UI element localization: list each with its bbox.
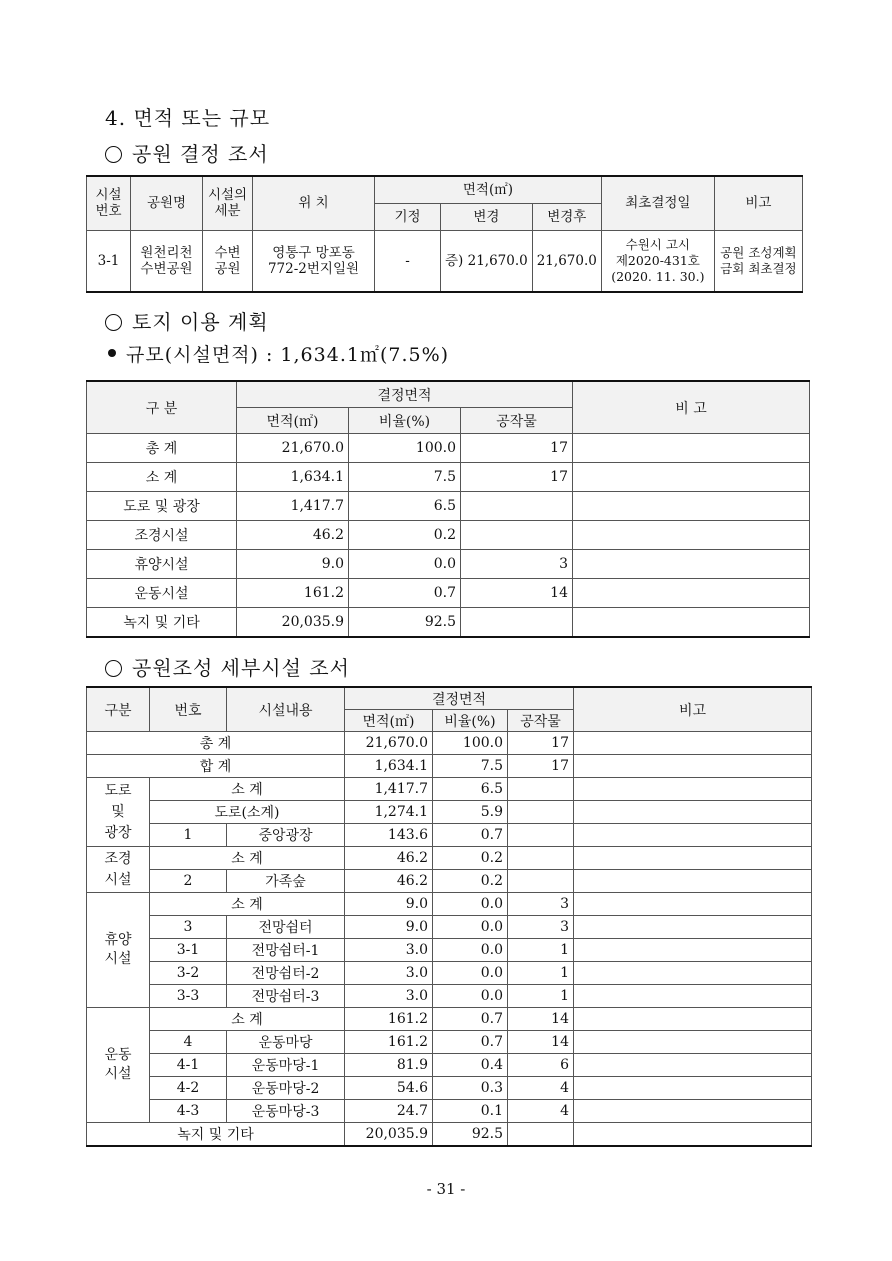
- row-note: [574, 916, 812, 939]
- row-structures: 3: [508, 893, 574, 916]
- header-note: 비고: [574, 687, 812, 732]
- row-content: 전망쉼터: [227, 916, 345, 939]
- table-row: [87, 962, 812, 985]
- row-note: [574, 1100, 812, 1123]
- table-row: [87, 916, 812, 939]
- row-area: 9.0: [345, 893, 433, 916]
- detail-facility-heading-text: 공원조성 세부시설 조서: [132, 656, 350, 680]
- subtotal-label: 소 계: [150, 778, 345, 801]
- land-use-heading-text: 토지 이용 계획: [132, 310, 269, 334]
- row-structures: [508, 801, 574, 824]
- facility-no: 3-1: [87, 230, 131, 292]
- header-location: 위 치: [253, 176, 375, 230]
- row-name: 총 계: [87, 434, 237, 463]
- row-area: 21,670.0: [237, 434, 349, 463]
- header-area: 면적(㎡): [345, 710, 433, 732]
- row-note: [574, 962, 812, 985]
- row-structures: 17: [508, 755, 574, 778]
- section-heading: 4. 면적 또는 규모: [105, 106, 271, 130]
- row-structures: [508, 847, 574, 870]
- row-structures: 14: [461, 579, 573, 608]
- row-note: [574, 1077, 812, 1100]
- row-ratio: 0.2: [433, 870, 508, 893]
- row-no: 4-1: [150, 1054, 227, 1077]
- table-row: [87, 847, 812, 870]
- table-row: [87, 230, 803, 292]
- row-area: 143.6: [345, 824, 433, 847]
- row-note: [573, 550, 810, 579]
- park-decision-heading: [105, 138, 269, 167]
- row-area: 3.0: [345, 939, 433, 962]
- row-note: [574, 893, 812, 916]
- header-no: 번호: [150, 687, 227, 732]
- row-ratio: 0.0: [433, 916, 508, 939]
- park-decision-heading-text: 공원 결정 조서: [132, 142, 269, 166]
- location: 영통구 망포동 772-2번지일원: [253, 230, 375, 292]
- table-row: [87, 492, 810, 521]
- header-area: 면적(㎡): [237, 408, 349, 434]
- row-note: [574, 824, 812, 847]
- table-row: [87, 1054, 812, 1077]
- circle-bullet-icon: [105, 660, 122, 677]
- row-area: 3.0: [345, 985, 433, 1008]
- row-area: 20,035.9: [345, 1123, 433, 1147]
- table-row: [87, 985, 812, 1008]
- header-structures: 공작물: [508, 710, 574, 732]
- row-structures: [508, 778, 574, 801]
- row-ratio: 0.7: [349, 579, 461, 608]
- row-no: 3-1: [150, 939, 227, 962]
- subtotal-label: 소 계: [150, 1008, 345, 1031]
- subtotal-label: 소 계: [150, 847, 345, 870]
- row-ratio: 0.2: [433, 847, 508, 870]
- row-structures: [508, 1123, 574, 1147]
- row-note: [574, 1008, 812, 1031]
- row-structures: 4: [508, 1100, 574, 1123]
- header-decided-area: 결정면적: [237, 381, 573, 408]
- header-park-name: 공원명: [131, 176, 203, 230]
- row-content: 중앙광장: [227, 824, 345, 847]
- page-number: - 31 -: [426, 1180, 466, 1198]
- row-no: 3: [150, 916, 227, 939]
- row-note: [573, 579, 810, 608]
- row-name: 도로 및 광장: [87, 492, 237, 521]
- area-after: 21,670.0: [532, 230, 601, 292]
- park-name: 원천리천 수변공원: [131, 230, 203, 292]
- row-content: 전망쉼터-1: [227, 939, 345, 962]
- row-ratio: 0.7: [433, 1031, 508, 1054]
- row-note: [574, 985, 812, 1008]
- header-first-decision-date: 최초결정일: [601, 176, 714, 230]
- row-ratio: 5.9: [433, 801, 508, 824]
- table-row: [87, 939, 812, 962]
- header-existing: 기정: [375, 203, 441, 230]
- table-row-total: [87, 732, 812, 755]
- sum-label: 합 계: [87, 755, 345, 778]
- header-note: 비 고: [573, 381, 810, 434]
- header-decided-area: 결정면적: [345, 687, 574, 710]
- subtotal-label: 소 계: [150, 893, 345, 916]
- row-note: [573, 434, 810, 463]
- scale-text: 규모(시설면적) : 1,634.1㎡(7.5%): [126, 344, 450, 366]
- row-no: 2: [150, 870, 227, 893]
- row-area: 1,417.7: [345, 778, 433, 801]
- row-area: 161.2: [345, 1031, 433, 1054]
- row-name: 소 계: [87, 463, 237, 492]
- note: 공원 조성계획 금회 최초결정: [714, 230, 802, 292]
- row-area: 161.2: [345, 1008, 433, 1031]
- row-note: [574, 939, 812, 962]
- header-area: 면적(㎡): [375, 176, 602, 203]
- group-sports: 운동 시설: [87, 1008, 150, 1123]
- table-row: [87, 550, 810, 579]
- row-area: 46.2: [345, 847, 433, 870]
- row-note: [573, 463, 810, 492]
- row-structures: 1: [508, 985, 574, 1008]
- row-name: 녹지 및 기타: [87, 608, 237, 638]
- header-ratio: 비율(%): [433, 710, 508, 732]
- row-ratio: 6.5: [433, 778, 508, 801]
- park-decision-table: [86, 175, 803, 293]
- group-landscape: 조경 시설: [87, 847, 150, 893]
- first-decision-date: 수원시 고시 제2020-431호 (2020. 11. 30.): [601, 230, 714, 292]
- table-row: [87, 434, 810, 463]
- table-row: [87, 608, 810, 638]
- row-no: 1: [150, 824, 227, 847]
- row-area: 24.7: [345, 1100, 433, 1123]
- row-note: [574, 1054, 812, 1077]
- row-ratio: 0.0: [349, 550, 461, 579]
- row-note: [574, 870, 812, 893]
- row-no: 3-3: [150, 985, 227, 1008]
- row-note: [574, 755, 812, 778]
- row-structures: 6: [508, 1054, 574, 1077]
- row-no: 3-2: [150, 962, 227, 985]
- area-existing: -: [375, 230, 441, 292]
- table-row-green: [87, 1123, 812, 1147]
- row-structures: 1: [508, 939, 574, 962]
- detail-facility-heading: [105, 652, 350, 681]
- header-division: 구 분: [87, 381, 237, 434]
- row-ratio: 0.4: [433, 1054, 508, 1077]
- row-area: 46.2: [345, 870, 433, 893]
- land-use-table: [86, 380, 810, 638]
- table-row: [87, 1100, 812, 1123]
- row-area: 9.0: [237, 550, 349, 579]
- green-label: 녹지 및 기타: [87, 1123, 345, 1147]
- row-structures: 17: [461, 463, 573, 492]
- row-area: 1,634.1: [237, 463, 349, 492]
- header-after-change: 변경후: [532, 203, 601, 230]
- row-ratio: 0.0: [433, 985, 508, 1008]
- row-no: 4: [150, 1031, 227, 1054]
- row-ratio: 7.5: [433, 755, 508, 778]
- row-no: 4-3: [150, 1100, 227, 1123]
- table-row: [87, 778, 812, 801]
- row-area: 3.0: [345, 962, 433, 985]
- row-ratio: 92.5: [349, 608, 461, 638]
- row-name: 휴양시설: [87, 550, 237, 579]
- row-note: [574, 1031, 812, 1054]
- row-area: 161.2: [237, 579, 349, 608]
- table-row: [87, 893, 812, 916]
- land-use-heading: [105, 306, 269, 335]
- row-ratio: 100.0: [433, 732, 508, 755]
- road-subtotal-label: 도로(소계): [150, 801, 345, 824]
- row-structures: 3: [461, 550, 573, 579]
- header-division: 구분: [87, 687, 150, 732]
- row-ratio: 92.5: [433, 1123, 508, 1147]
- row-area: 81.9: [345, 1054, 433, 1077]
- row-ratio: 0.2: [349, 521, 461, 550]
- row-ratio: 100.0: [349, 434, 461, 463]
- row-area: 1,634.1: [345, 755, 433, 778]
- row-ratio: 0.1: [433, 1100, 508, 1123]
- row-area: 46.2: [237, 521, 349, 550]
- table-row: [87, 463, 810, 492]
- row-ratio: 7.5: [349, 463, 461, 492]
- row-structures: 17: [461, 434, 573, 463]
- row-structures: 4: [508, 1077, 574, 1100]
- row-ratio: 0.7: [433, 824, 508, 847]
- row-content: 운동마당: [227, 1031, 345, 1054]
- row-name: 운동시설: [87, 579, 237, 608]
- group-rest: 휴양 시설: [87, 893, 150, 1008]
- row-ratio: 0.3: [433, 1077, 508, 1100]
- row-note: [573, 492, 810, 521]
- header-note: 비고: [714, 176, 802, 230]
- row-area: 20,035.9: [237, 608, 349, 638]
- row-structures: 14: [508, 1008, 574, 1031]
- row-note: [573, 521, 810, 550]
- row-content: 가족숲: [227, 870, 345, 893]
- row-content: 전망쉼터-2: [227, 962, 345, 985]
- row-structures: 1: [508, 962, 574, 985]
- scale-line: [108, 340, 449, 367]
- row-ratio: 0.0: [433, 939, 508, 962]
- row-content: 전망쉼터-3: [227, 985, 345, 1008]
- table-row: [87, 579, 810, 608]
- facility-detail: 수변 공원: [203, 230, 253, 292]
- total-label: 총 계: [87, 732, 345, 755]
- table-row: [87, 1077, 812, 1100]
- row-structures: [461, 608, 573, 638]
- row-ratio: 6.5: [349, 492, 461, 521]
- row-structures: [508, 824, 574, 847]
- table-row: [87, 801, 812, 824]
- row-note: [574, 847, 812, 870]
- row-note: [574, 778, 812, 801]
- row-structures: 17: [508, 732, 574, 755]
- row-structures: 3: [508, 916, 574, 939]
- row-structures: [461, 492, 573, 521]
- row-name: 조경시설: [87, 521, 237, 550]
- row-note: [574, 732, 812, 755]
- row-note: [573, 608, 810, 638]
- table-row: [87, 1031, 812, 1054]
- row-note: [574, 1123, 812, 1147]
- row-structures: 14: [508, 1031, 574, 1054]
- row-content: 운동마당-1: [227, 1054, 345, 1077]
- header-facility-detail: 시설의 세분: [203, 176, 253, 230]
- row-area: 21,670.0: [345, 732, 433, 755]
- circle-bullet-icon: [105, 314, 122, 331]
- row-structures: [508, 870, 574, 893]
- table-row: [87, 824, 812, 847]
- header-change: 변경: [441, 203, 533, 230]
- row-note: [574, 801, 812, 824]
- detail-facility-table: [86, 686, 812, 1147]
- row-area: 9.0: [345, 916, 433, 939]
- area-change: 증) 21,670.0: [441, 230, 533, 292]
- header-structures: 공작물: [461, 408, 573, 434]
- header-facility-no: 시설 번호: [87, 176, 131, 230]
- table-row-sum: [87, 755, 812, 778]
- row-area: 1,274.1: [345, 801, 433, 824]
- header-content: 시설내용: [227, 687, 345, 732]
- row-no: 4-2: [150, 1077, 227, 1100]
- table-row: [87, 870, 812, 893]
- group-road-plaza: 도로 및 광장: [87, 778, 150, 847]
- row-area: 1,417.7: [237, 492, 349, 521]
- circle-bullet-icon: [105, 146, 122, 163]
- row-ratio: 0.7: [433, 1008, 508, 1031]
- dot-bullet-icon: [108, 349, 116, 357]
- table-row: [87, 521, 810, 550]
- row-structures: [461, 521, 573, 550]
- row-ratio: 0.0: [433, 893, 508, 916]
- row-content: 운동마당-2: [227, 1077, 345, 1100]
- row-area: 54.6: [345, 1077, 433, 1100]
- row-ratio: 0.0: [433, 962, 508, 985]
- header-ratio: 비율(%): [349, 408, 461, 434]
- table-row: [87, 1008, 812, 1031]
- row-content: 운동마당-3: [227, 1100, 345, 1123]
